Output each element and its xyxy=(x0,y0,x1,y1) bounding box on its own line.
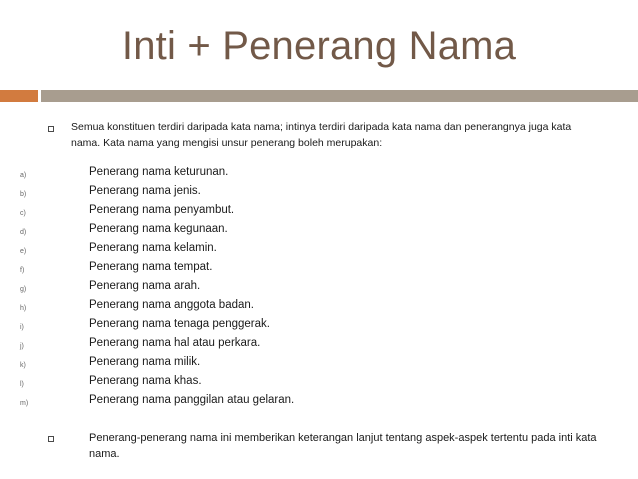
intro-paragraph: Semua konstituen terdiri daripada kata nama; intinya terdiri daripada kata nama dan penerangnya juga kata nama. Kata nama yang mengisi unsur penerang boleh merupakan: xyxy=(71,121,572,149)
title-rule-bar xyxy=(41,90,638,102)
list-item-marker: b) xyxy=(20,191,27,198)
list-item-marker: d) xyxy=(20,229,27,236)
square-bullet-icon xyxy=(48,436,54,442)
list-item-marker: h) xyxy=(20,305,27,312)
list-item-marker: m) xyxy=(20,400,29,407)
closing-paragraph: Penerang-penerang nama ini memberikan keterangan lanjut tentang aspek-aspek tertentu pada inti kata nama. xyxy=(89,432,597,460)
list-item-text: Penerang nama panggilan atau gelaran. xyxy=(89,394,295,406)
list-item-text: Penerang nama kelamin. xyxy=(89,242,217,254)
list-item-text: Penerang nama tempat. xyxy=(89,261,213,273)
list-item-text: Penerang nama keturunan. xyxy=(89,166,229,178)
list-item-marker: g) xyxy=(20,286,27,293)
list-item-text: Penerang nama tenaga penggerak. xyxy=(89,318,270,330)
list-item-text: Penerang nama jenis. xyxy=(89,185,201,197)
list-item-text: Penerang nama milik. xyxy=(89,356,201,368)
square-bullet-icon xyxy=(48,126,54,132)
list-item-marker: e) xyxy=(20,248,27,255)
list-item-marker: f) xyxy=(20,267,25,274)
list-item-marker: j) xyxy=(20,343,24,350)
list-item-text: Penerang nama khas. xyxy=(89,375,202,387)
list-item-marker: i) xyxy=(20,324,24,331)
list-item-text: Penerang nama anggota badan. xyxy=(89,299,254,311)
slide-title: Inti + Penerang Nama xyxy=(121,24,517,68)
list-item-marker: l) xyxy=(20,381,24,388)
list-item-text: Penerang nama hal atau perkara. xyxy=(89,337,261,349)
list-item-marker: c) xyxy=(20,210,26,217)
list-item-text: Penerang nama arah. xyxy=(89,280,201,292)
list-item-text: Penerang nama kegunaan. xyxy=(89,223,228,235)
list-item-marker: a) xyxy=(20,172,27,179)
list-item-marker: k) xyxy=(20,362,26,369)
title-accent-bar xyxy=(0,90,38,102)
list-item-text: Penerang nama penyambut. xyxy=(89,204,235,216)
